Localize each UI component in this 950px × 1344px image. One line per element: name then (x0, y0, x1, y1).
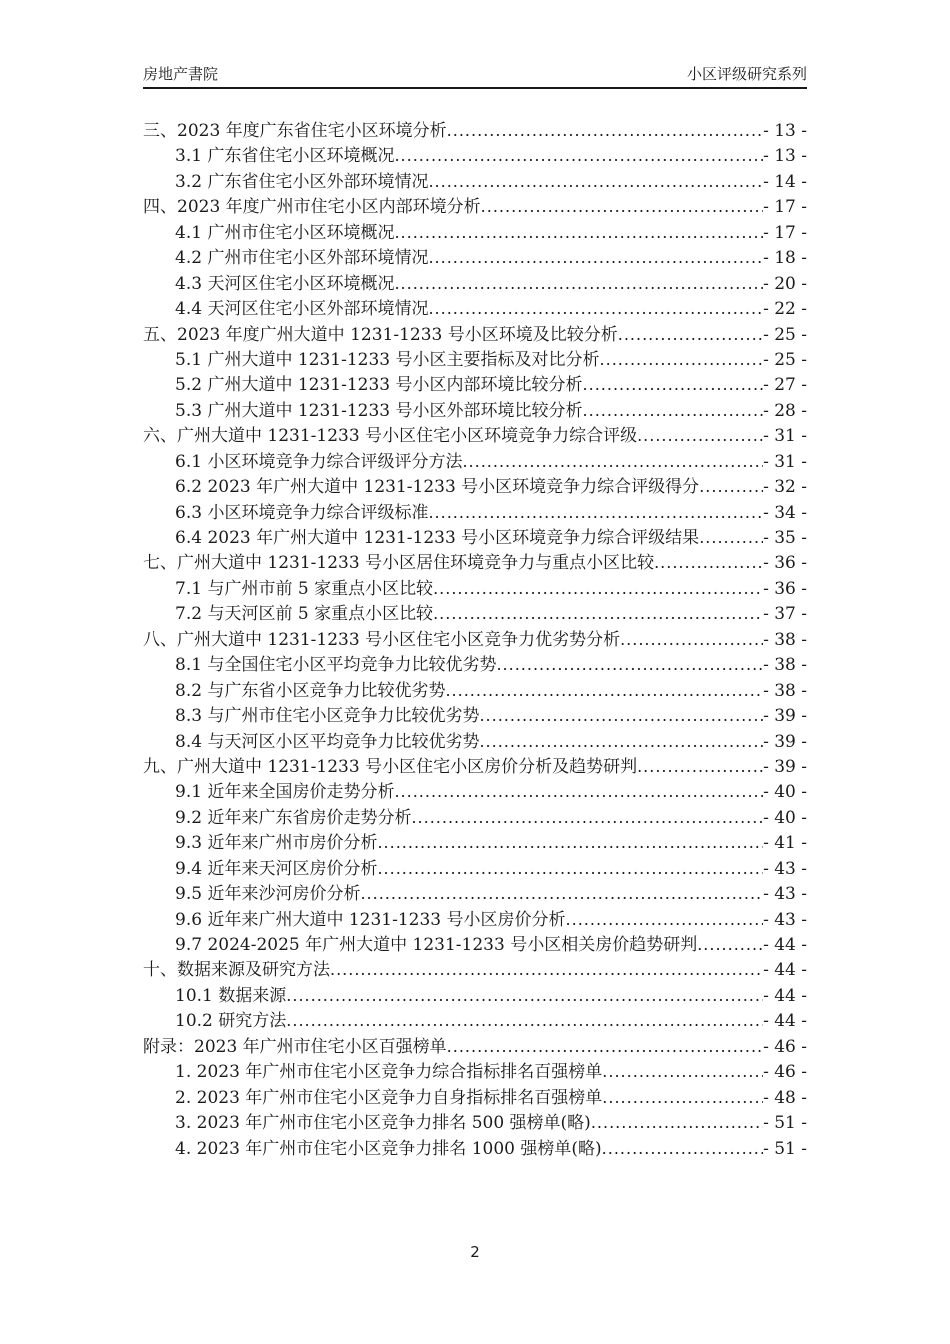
toc-entry[interactable] (143, 1136, 807, 1161)
toc-entry[interactable] (143, 474, 807, 499)
dot-leader (583, 398, 764, 424)
toc-entry[interactable] (143, 576, 807, 601)
toc-entry-page: - 31 - (763, 451, 807, 472)
toc-entry-page: - 39 - (763, 731, 807, 752)
toc-entry-title: 4.1 广州市住宅小区环境概况 (175, 222, 395, 243)
dot-leader (481, 194, 763, 220)
dot-leader (447, 1034, 763, 1060)
toc-entry-page: - 51 - (763, 1113, 807, 1134)
dot-leader (479, 703, 763, 729)
dot-leader (566, 907, 764, 933)
toc-entry-title: 3.2 广东省住宅小区外部环境情况 (175, 171, 429, 192)
dot-leader (428, 296, 763, 322)
toc-entry-page: - 38 - (763, 680, 807, 701)
page-footer (0, 1243, 950, 1261)
toc-entry-title: 七、广州大道中 1231-1233 号小区居住环境竞争力与重点小区比较 (143, 553, 655, 574)
toc-entry[interactable] (143, 1085, 807, 1110)
toc-entry-title: 9.4 近年来天河区房价分析 (175, 858, 378, 879)
toc-entry-page: - 51 - (763, 1138, 807, 1159)
toc-entry-title: 4.4 天河区住宅小区外部环境情况 (175, 299, 429, 320)
toc-entry-title: 九、广州大道中 1231-1233 号小区住宅小区房价分析及趋势研判 (143, 756, 638, 777)
toc-entry[interactable] (143, 907, 807, 932)
toc-entry-title: 7.2 与天河区前 5 家重点小区比较 (175, 604, 434, 625)
toc-entry[interactable] (143, 754, 807, 779)
toc-entry-page: - 44 - (763, 985, 807, 1006)
toc-entry-title: 10.1 数据来源 (175, 985, 287, 1006)
toc-entry-title: 八、广州大道中 1231-1233 号小区住宅小区竞争力优劣势分析 (143, 629, 621, 650)
toc-entry-page: - 14 - (763, 171, 807, 192)
toc-entry[interactable] (143, 398, 807, 423)
toc-entry[interactable] (143, 271, 807, 296)
dot-leader (637, 423, 763, 449)
toc-entry[interactable] (143, 779, 807, 804)
dot-leader (602, 1059, 763, 1085)
toc-entry-title: 3.1 广东省住宅小区环境概况 (175, 146, 395, 167)
toc-entry-title: 9.3 近年来广州市房价分析 (175, 833, 378, 854)
toc-entry[interactable] (143, 856, 807, 881)
toc-entry-page: - 25 - (763, 324, 807, 345)
dot-leader (697, 932, 763, 958)
toc-entry-page: - 39 - (763, 706, 807, 727)
toc-entry-title: 8.3 与广州市住宅小区竞争力比较优劣势 (175, 706, 480, 727)
dot-leader (479, 729, 763, 755)
dot-leader (699, 525, 763, 551)
toc-entry-title: 3. 2023 年广州市住宅小区竞争力排名 500 强榜单(略) (175, 1113, 591, 1134)
toc-entry-title: 9.5 近年来沙河房价分析 (175, 884, 361, 905)
toc-entry[interactable] (143, 1059, 807, 1084)
dot-leader (428, 500, 763, 526)
toc-entry-page: - 25 - (763, 349, 807, 370)
toc-entry-title: 十、数据来源及研究方法 (143, 960, 330, 981)
toc-entry[interactable] (143, 449, 807, 474)
toc-entry-page: - 36 - (763, 553, 807, 574)
toc-entry-page: - 34 - (763, 502, 807, 523)
dot-leader (447, 118, 763, 144)
dot-leader (394, 271, 763, 297)
toc-entry-title: 8.1 与全国住宅小区平均竞争力比较优劣势 (175, 655, 497, 676)
toc-entry-page: - 37 - (763, 604, 807, 625)
toc-entry-title: 6.4 2023 年广州大道中 1231-1233 号小区环境竞争力综合评级结果 (175, 528, 700, 548)
dot-leader (591, 1110, 763, 1136)
toc-entry-page: - 20 - (763, 273, 807, 294)
toc-entry[interactable] (143, 347, 807, 372)
dot-leader (496, 652, 763, 678)
toc-entry[interactable] (143, 194, 807, 219)
dot-leader (411, 805, 763, 831)
toc-entry[interactable] (143, 805, 807, 830)
toc-entry-title: 8.4 与天河区小区平均竞争力比较优劣势 (175, 731, 480, 752)
dot-leader (377, 830, 763, 856)
dot-leader (600, 347, 764, 373)
dot-leader (433, 576, 763, 602)
toc-list (143, 118, 807, 1161)
toc-entry[interactable] (143, 423, 807, 448)
toc-entry-title: 三、2023 年度广东省住宅小区环境分析 (143, 121, 447, 141)
toc-entry-page: - 46 - (763, 1062, 807, 1083)
toc-entry[interactable] (143, 322, 807, 347)
toc-entry-title: 5.1 广州大道中 1231-1233 号小区主要指标及对比分析 (175, 349, 600, 370)
toc-entry-page: - 13 - (763, 121, 807, 141)
toc-entry[interactable] (143, 500, 807, 525)
toc-entry-page: - 43 - (763, 858, 807, 879)
toc-entry[interactable] (143, 983, 807, 1008)
dot-leader (394, 143, 763, 169)
toc-entry[interactable] (143, 169, 807, 194)
toc-entry[interactable] (143, 652, 807, 677)
toc-entry-page: - 41 - (763, 833, 807, 854)
toc-entry[interactable] (143, 118, 807, 143)
dot-leader (602, 1085, 763, 1111)
toc-entry-title: 4.2 广州市住宅小区外部环境情况 (175, 248, 429, 269)
dot-leader (620, 627, 763, 653)
toc-entry-title: 5.3 广州大道中 1231-1233 号小区外部环境比较分析 (175, 400, 583, 421)
toc-entry[interactable] (143, 1008, 807, 1033)
dot-leader (433, 601, 763, 627)
toc-entry-title: 五、2023 年度广州大道中 1231-1233 号小区环境及比较分析 (143, 324, 618, 345)
toc-entry-title: 7.1 与广州市前 5 家重点小区比较 (175, 578, 434, 599)
toc-entry-page: - 35 - (763, 528, 807, 548)
toc-entry-title: 4. 2023 年广州市住宅小区竞争力排名 1000 强榜单(略) (175, 1138, 602, 1159)
dot-leader (583, 372, 764, 398)
toc-entry-page: - 27 - (763, 375, 807, 396)
dot-leader (377, 856, 763, 882)
toc-entry-title: 9.2 近年来广东省房价走势分析 (175, 807, 412, 828)
dot-leader (394, 220, 763, 246)
toc-entry-title: 附录：2023 年广州市住宅小区百强榜单 (143, 1036, 447, 1057)
dot-leader (360, 881, 763, 907)
dot-leader (637, 754, 763, 780)
toc-entry-page: - 17 - (763, 197, 807, 218)
toc-entry-title: 6.1 小区环境竞争力综合评级评分方法 (175, 451, 463, 472)
toc-entry-page: - 36 - (763, 578, 807, 599)
toc-entry-title: 8.2 与广东省小区竞争力比较优劣势 (175, 680, 446, 701)
toc-entry[interactable] (143, 932, 807, 957)
toc-entry[interactable] (143, 678, 807, 703)
toc-entry[interactable] (143, 1110, 807, 1135)
toc-entry-page: - 48 - (763, 1087, 807, 1108)
toc-entry-page: - 43 - (763, 909, 807, 930)
toc-entry-title: 4.3 天河区住宅小区环境概况 (175, 273, 395, 294)
toc-entry-page: - 40 - (763, 807, 807, 828)
toc-entry[interactable] (143, 703, 807, 728)
toc-entry[interactable] (143, 881, 807, 906)
toc-entry[interactable] (143, 729, 807, 754)
toc-entry[interactable] (143, 143, 807, 168)
toc-entry-page: - 44 - (763, 960, 807, 981)
toc-entry-title: 2. 2023 年广州市住宅小区竞争力自身指标排名百强榜单 (175, 1087, 603, 1108)
toc-entry[interactable] (143, 1034, 807, 1059)
toc-entry-page: - 40 - (763, 782, 807, 803)
dot-leader (445, 678, 763, 704)
dot-leader (462, 449, 763, 475)
dot-leader (602, 1136, 763, 1162)
toc-entry[interactable] (143, 627, 807, 652)
toc-entry-title: 9.7 2024-2025 年广州大道中 1231-1233 号小区相关房价趋势研判 (175, 935, 698, 955)
toc-entry[interactable] (143, 601, 807, 626)
toc-entry-page: - 31 - (763, 426, 807, 447)
toc-entry-page: - 39 - (763, 756, 807, 777)
toc-entry-page: - 17 - (763, 222, 807, 243)
toc-entry-title: 6.2 2023 年广州大道中 1231-1233 号小区环境竞争力综合评级得分 (175, 477, 700, 498)
toc-entry-title: 5.2 广州大道中 1231-1233 号小区内部环境比较分析 (175, 375, 583, 396)
toc-entry-page: - 46 - (763, 1036, 807, 1057)
header-right-text: 小区评级研究系列 (686, 65, 807, 83)
dot-leader (618, 322, 763, 348)
toc-entry-title: 六、广州大道中 1231-1233 号小区住宅小区环境竞争力综合评级 (143, 426, 638, 447)
toc-entry-title: 6.3 小区环境竞争力综合评级标准 (175, 502, 429, 523)
toc-entry[interactable] (143, 830, 807, 855)
toc-entry-page: - 28 - (763, 400, 807, 421)
dot-leader (699, 474, 763, 500)
page-number: 2 (470, 1243, 480, 1261)
toc-entry[interactable] (143, 957, 807, 982)
running-header (143, 64, 807, 89)
toc-entry-page: - 18 - (763, 248, 807, 269)
toc-entry-title: 10.2 研究方法 (175, 1011, 287, 1032)
dot-leader (286, 983, 763, 1009)
toc-entry-title: 1. 2023 年广州市住宅小区竞争力综合指标排名百强榜单 (175, 1062, 603, 1083)
toc-entry-page: - 44 - (763, 935, 807, 955)
toc-entry[interactable] (143, 296, 807, 321)
dot-leader (330, 957, 763, 983)
header-left-text: 房地产書院 (143, 65, 219, 83)
toc-entry[interactable] (143, 220, 807, 245)
toc-entry-page: - 38 - (763, 629, 807, 650)
toc-entry[interactable] (143, 525, 807, 550)
toc-entry-page: - 43 - (763, 884, 807, 905)
toc-entry[interactable] (143, 550, 807, 575)
toc-entry-title: 9.1 近年来全国房价走势分析 (175, 782, 395, 803)
toc-entry-page: - 22 - (763, 299, 807, 320)
dot-leader (654, 550, 763, 576)
toc-entry[interactable] (143, 372, 807, 397)
dot-leader (428, 169, 763, 195)
toc-entry-page: - 32 - (763, 477, 807, 498)
toc-entry-page: - 13 - (763, 146, 807, 167)
dot-leader (394, 779, 763, 805)
toc-entry-title: 四、2023 年度广州市住宅小区内部环境分析 (143, 197, 481, 218)
toc-entry-title: 9.6 近年来广州大道中 1231-1233 号小区房价分析 (175, 909, 566, 930)
toc-entry-page: - 38 - (763, 655, 807, 676)
dot-leader (286, 1008, 763, 1034)
toc-entry-page: - 44 - (763, 1011, 807, 1032)
dot-leader (428, 245, 763, 271)
toc-entry[interactable] (143, 245, 807, 270)
